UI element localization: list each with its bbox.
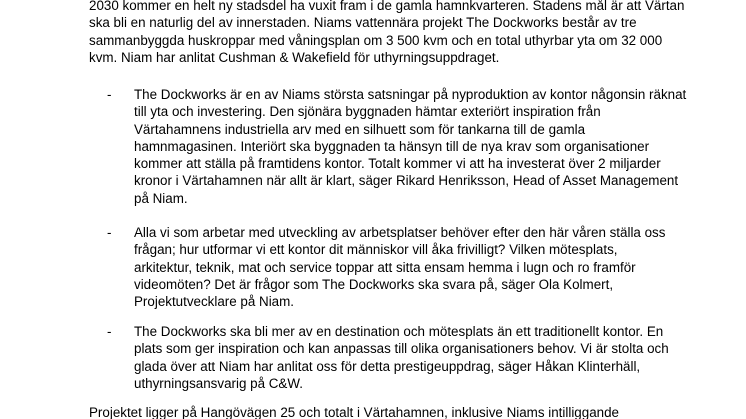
bullet-line: The Dockworks är en av Niams största satsningar på nyproduktion av kontor någonsin räknat: [134, 87, 687, 102]
bullet-line: kronor i Värtahamnen när allt är klart, säger Rikard Henriksson, Head of Asset Management: [134, 173, 679, 189]
bullet-line: Alla vi som arbetar med utveckling av arbetsplatser behöver efter den här våren ställa oss: [134, 225, 666, 240]
bullet-line: Projektutvecklare på Niam.: [134, 294, 295, 310]
bullet-line: hamnmagasinen. Interiört ska byggnaden ta hänsyn till de nya krav som organisationer: [134, 138, 650, 154]
outro-paragraph: [89, 404, 689, 419]
intro-paragraph: [89, 0, 689, 66]
bullet-line: glada över att Niam har anlitat oss för detta prestigeuppdrag, säger Håkan Klinterhäll,: [134, 358, 641, 374]
bullet-line: kommer att ställa på framtidens kontor. Totalt kommer vi att ha investerat över 2 miljarder: [134, 156, 661, 172]
bullet-text: [134, 323, 669, 392]
outro-line: Projektet ligger på Hangövägen 25 och totalt i Värtahamnen, inklusive Niams intilliggande: [89, 405, 619, 419]
intro-line: 2030 kommer en helt ny stadsdel ha vuxit fram i de gamla hamnkvarteren. Stadens mål är att Värtan: [89, 0, 685, 13]
bullet-line: frågan; hur utformar vi ett kontor dit människor vill åka frivilligt? Vilken mötesplats,: [134, 242, 618, 258]
bullet-line: på Niam.: [134, 190, 188, 206]
bullet-line: The Dockworks ska bli mer av en destination och mötesplats än ett traditionellt kontor. En: [134, 324, 664, 339]
bullet-dash: -: [107, 324, 112, 339]
bullet-line: plats som ger inspiration och kan anpassas till olika organisationers behov. Vi är stolta och: [134, 341, 669, 357]
bullet-line: uthyrningsansvarig på C&W.: [134, 375, 303, 391]
bullet-line: videomöten? Det är frågor som The Dockworks ska svara på, säger Ola Kolmert,: [134, 276, 614, 292]
bullet-line: till yta och investering. Den sjönära byggnaden hämtar exteriört inspiration från: [134, 104, 601, 120]
bullet-dash: -: [107, 87, 112, 102]
intro-line: ska bli en naturlig del av innerstaden. Niams vattennära projekt The Dockworks består av tre: [89, 15, 637, 31]
bullet-text: [134, 224, 665, 310]
intro-line: sammanbyggda huskroppar med våningsplan om 3 500 kvm och en total uthyrbar yta om 32 000: [89, 32, 663, 48]
bullet-dash: -: [107, 225, 112, 240]
bullet-line: Värtahamnens industriella arv med en silhuett som för tankarna till de gamla: [134, 121, 586, 137]
bullet-line: arkitektur, teknik, mat och service toppar att sitta ensam hemma i lugn och ro framför: [134, 259, 636, 275]
intro-line: kvm. Niam har anlitat Cushman & Wakefield för uthyrningsuppdraget.: [89, 49, 500, 65]
bullet-text: [134, 86, 686, 207]
